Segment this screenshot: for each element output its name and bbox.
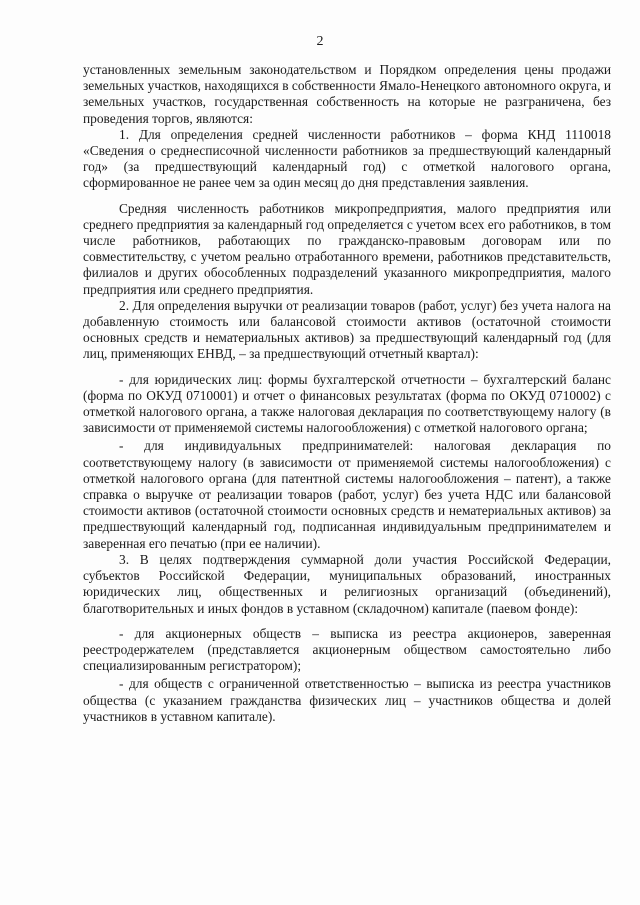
paragraph-item-2-legal-entities: - для юридических лиц: формы бухгалтерской отчетности – бухгалтерский баланс (форма по ОКУД 0710001) и отчет о финансовых результатах (форма по ОКУД 0710002) с отметкой налогового органа, а также налоговая декларация по соответствующему налогу (в зависимости от применяемой системы налогообложения) с отметкой налогового органа; <box>83 371 611 436</box>
paragraph-item-2: 2. Для определения выручки от реализации товаров (работ, услуг) без учета налога на добавленную стоимость или балансовой стоимости активов (остаточной стоимости основных средств и нематериальных активов) за предшествующий календарный год (для лиц, применяющих ЕНВД, – за предшествующий отчетный квартал): <box>83 297 611 362</box>
paragraph-item-3-joint-stock: - для акционерных обществ – выписка из реестра акционеров, заверенная реестродержателем (представляется акционерным обществом самостоятельно либо специализированным регистратором); <box>83 625 611 674</box>
page-number: 2 <box>316 34 324 49</box>
paragraph-item-3-llc: - для обществ с ограниченной ответственностью – выписка из реестра участников общества (с указанием гражданства физических лиц – участников общества и долей участников в уставном капитале). <box>83 676 611 724</box>
paragraph-item-1-note: Средняя численность работников микропредприятия, малого предприятия или среднего предприятия за календарный год определяется с учетом всех его работников, в том числе работников, работающих по гражданско-правовым договорам или по совместительству, с учетом реально отработанного времени, работников представительств, филиалов и других обособленных подразделений указанного микропредприятия, малого предприятия или среднего предприятия. <box>83 200 611 297</box>
document-body <box>83 62 611 725</box>
paragraph-item-3: 3. В целях подтверждения суммарной доли участия Российской Федерации, субъектов Российской Федерации, муниципальных образований, иностранных юридических лиц, общественных и религиозных организаций (объединений), благотворительных и иных фондов в уставном (складочном) капитале (паевом фонде): <box>83 551 611 616</box>
paragraph-intro-continuation: установленных земельным законодательством и Порядком определения цены продажи земельных участков, находящихся в собственности Ямало-Ненецкого автономного округа, и земельных участков, государственная собственность на которые не разграничена, без проведения торгов, являются: <box>83 62 611 126</box>
paragraph-item-1: 1. Для определения средней численности работников – форма КНД 1110018 «Сведения о среднесписочной численности работников за предшествующий календарный год» (за предшествующий календарный год) с отметкой налогового органа, сформированное не ранее чем за один месяц до дня представления заявления. <box>83 126 611 191</box>
paragraph-item-2-entrepreneurs: - для индивидуальных предпринимателей: налоговая декларация по соответствующему налогу (в зависимости от применяемой системы налогообложения) с отметкой налогового органа (для патентной системы налогообложения – патент), а также справка о выручке от реализации товаров (работ, услуг) без учета НДС или балансовой стоимости активов (остаточной стоимости основных средств и нематериальных активов) за предшествующий календарный год, подписанная индивидуальным предпринимателем и заверенная его печатью (при ее наличии). <box>83 438 611 551</box>
